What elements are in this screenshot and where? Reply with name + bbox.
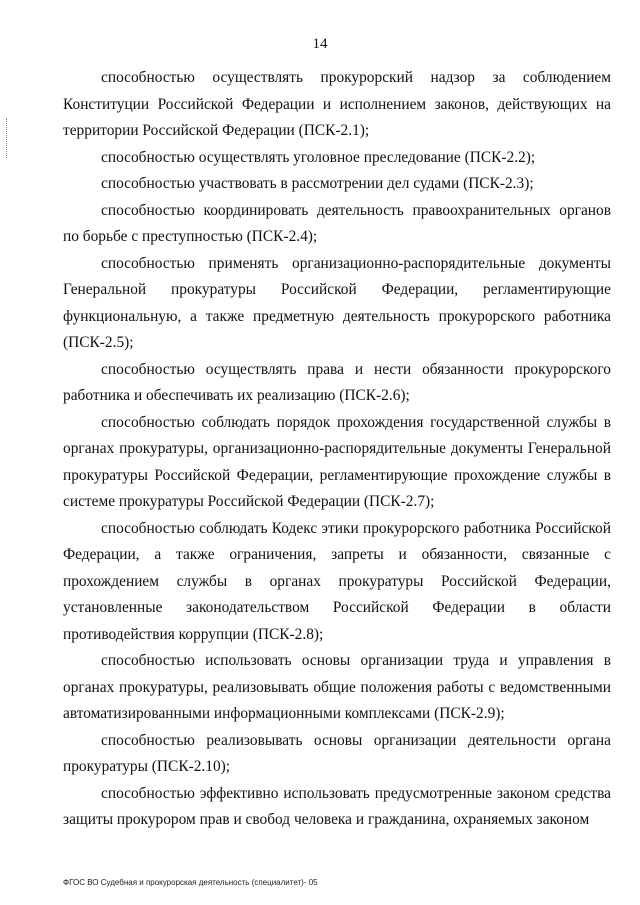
paragraph-psk-2-2: способностью осуществлять уголовное преследование (ПСК-2.2); (101, 148, 536, 166)
paragraph-psk-2-9: способностью использовать основы организации труда и управления в органах прокуратуры, реализовывать общие положения работы с ведомственными автоматизированными информационными комплексами (ПСК-2.9); (63, 652, 611, 722)
document-body (63, 65, 611, 834)
scan-margin-marks (6, 118, 9, 158)
paragraph-psk-2-7: способностью соблюдать порядок прохождения государственной службы в органах прокуратуры, организационно-распорядительные документы Генеральной прокуратуры Российской Федерации, регламентирующие прохождение службы в системе прокуратуры Российской Федерации (ПСК-2.7); (63, 413, 611, 510)
paragraph-psk-2-5: способностью применять организационно-распорядительные документы Генеральной прокуратуры Российской Федерации, регламентирующие функциональную, а также предметную деятельность прокурорского работника (ПСК-2.5); (63, 254, 611, 351)
paragraph-psk-2-6: способностью осуществлять права и нести обязанности прокурорского работника и обеспечивать их реализацию (ПСК-2.6); (63, 360, 611, 404)
page-number: 14 (312, 36, 328, 52)
paragraph-psk-2-4: способностью координировать деятельность правоохранительных органов по борьбе с преступностью (ПСК-2.4); (63, 201, 611, 245)
page-footer: ФГОС ВО Судебная и прокурорская деятельность (специалитет)- 05 (63, 878, 318, 887)
paragraph-psk-2-11-partial: способностью эффективно использовать предусмотренные законом средства защиты прокурором прав и свобод человека и гражданина, охраняемых законом (63, 784, 611, 828)
paragraph-psk-2-8: способностью соблюдать Кодекс этики прокурорского работника Российской Федерации, а также ограничения, запреты и обязанности, связанные с прохождением службы в органах прокуратуры Российской Федерации, установленные законодательством Российской Федерации в области противодействия коррупции (ПСК-2.8); (63, 519, 611, 643)
paragraph-psk-2-1: способностью осуществлять прокурорский надзор за соблюдением Конституции Российской Федерации и исполнением законов, действующих на территории Российской Федерации (ПСК-2.1); (63, 69, 611, 139)
paragraph-psk-2-3: способностью участвовать в рассмотрении дел судами (ПСК-2.3); (101, 175, 534, 192)
paragraph-psk-2-10: способностью реализовывать основы организации деятельности органа прокуратуры (ПСК-2.10); (63, 731, 611, 775)
